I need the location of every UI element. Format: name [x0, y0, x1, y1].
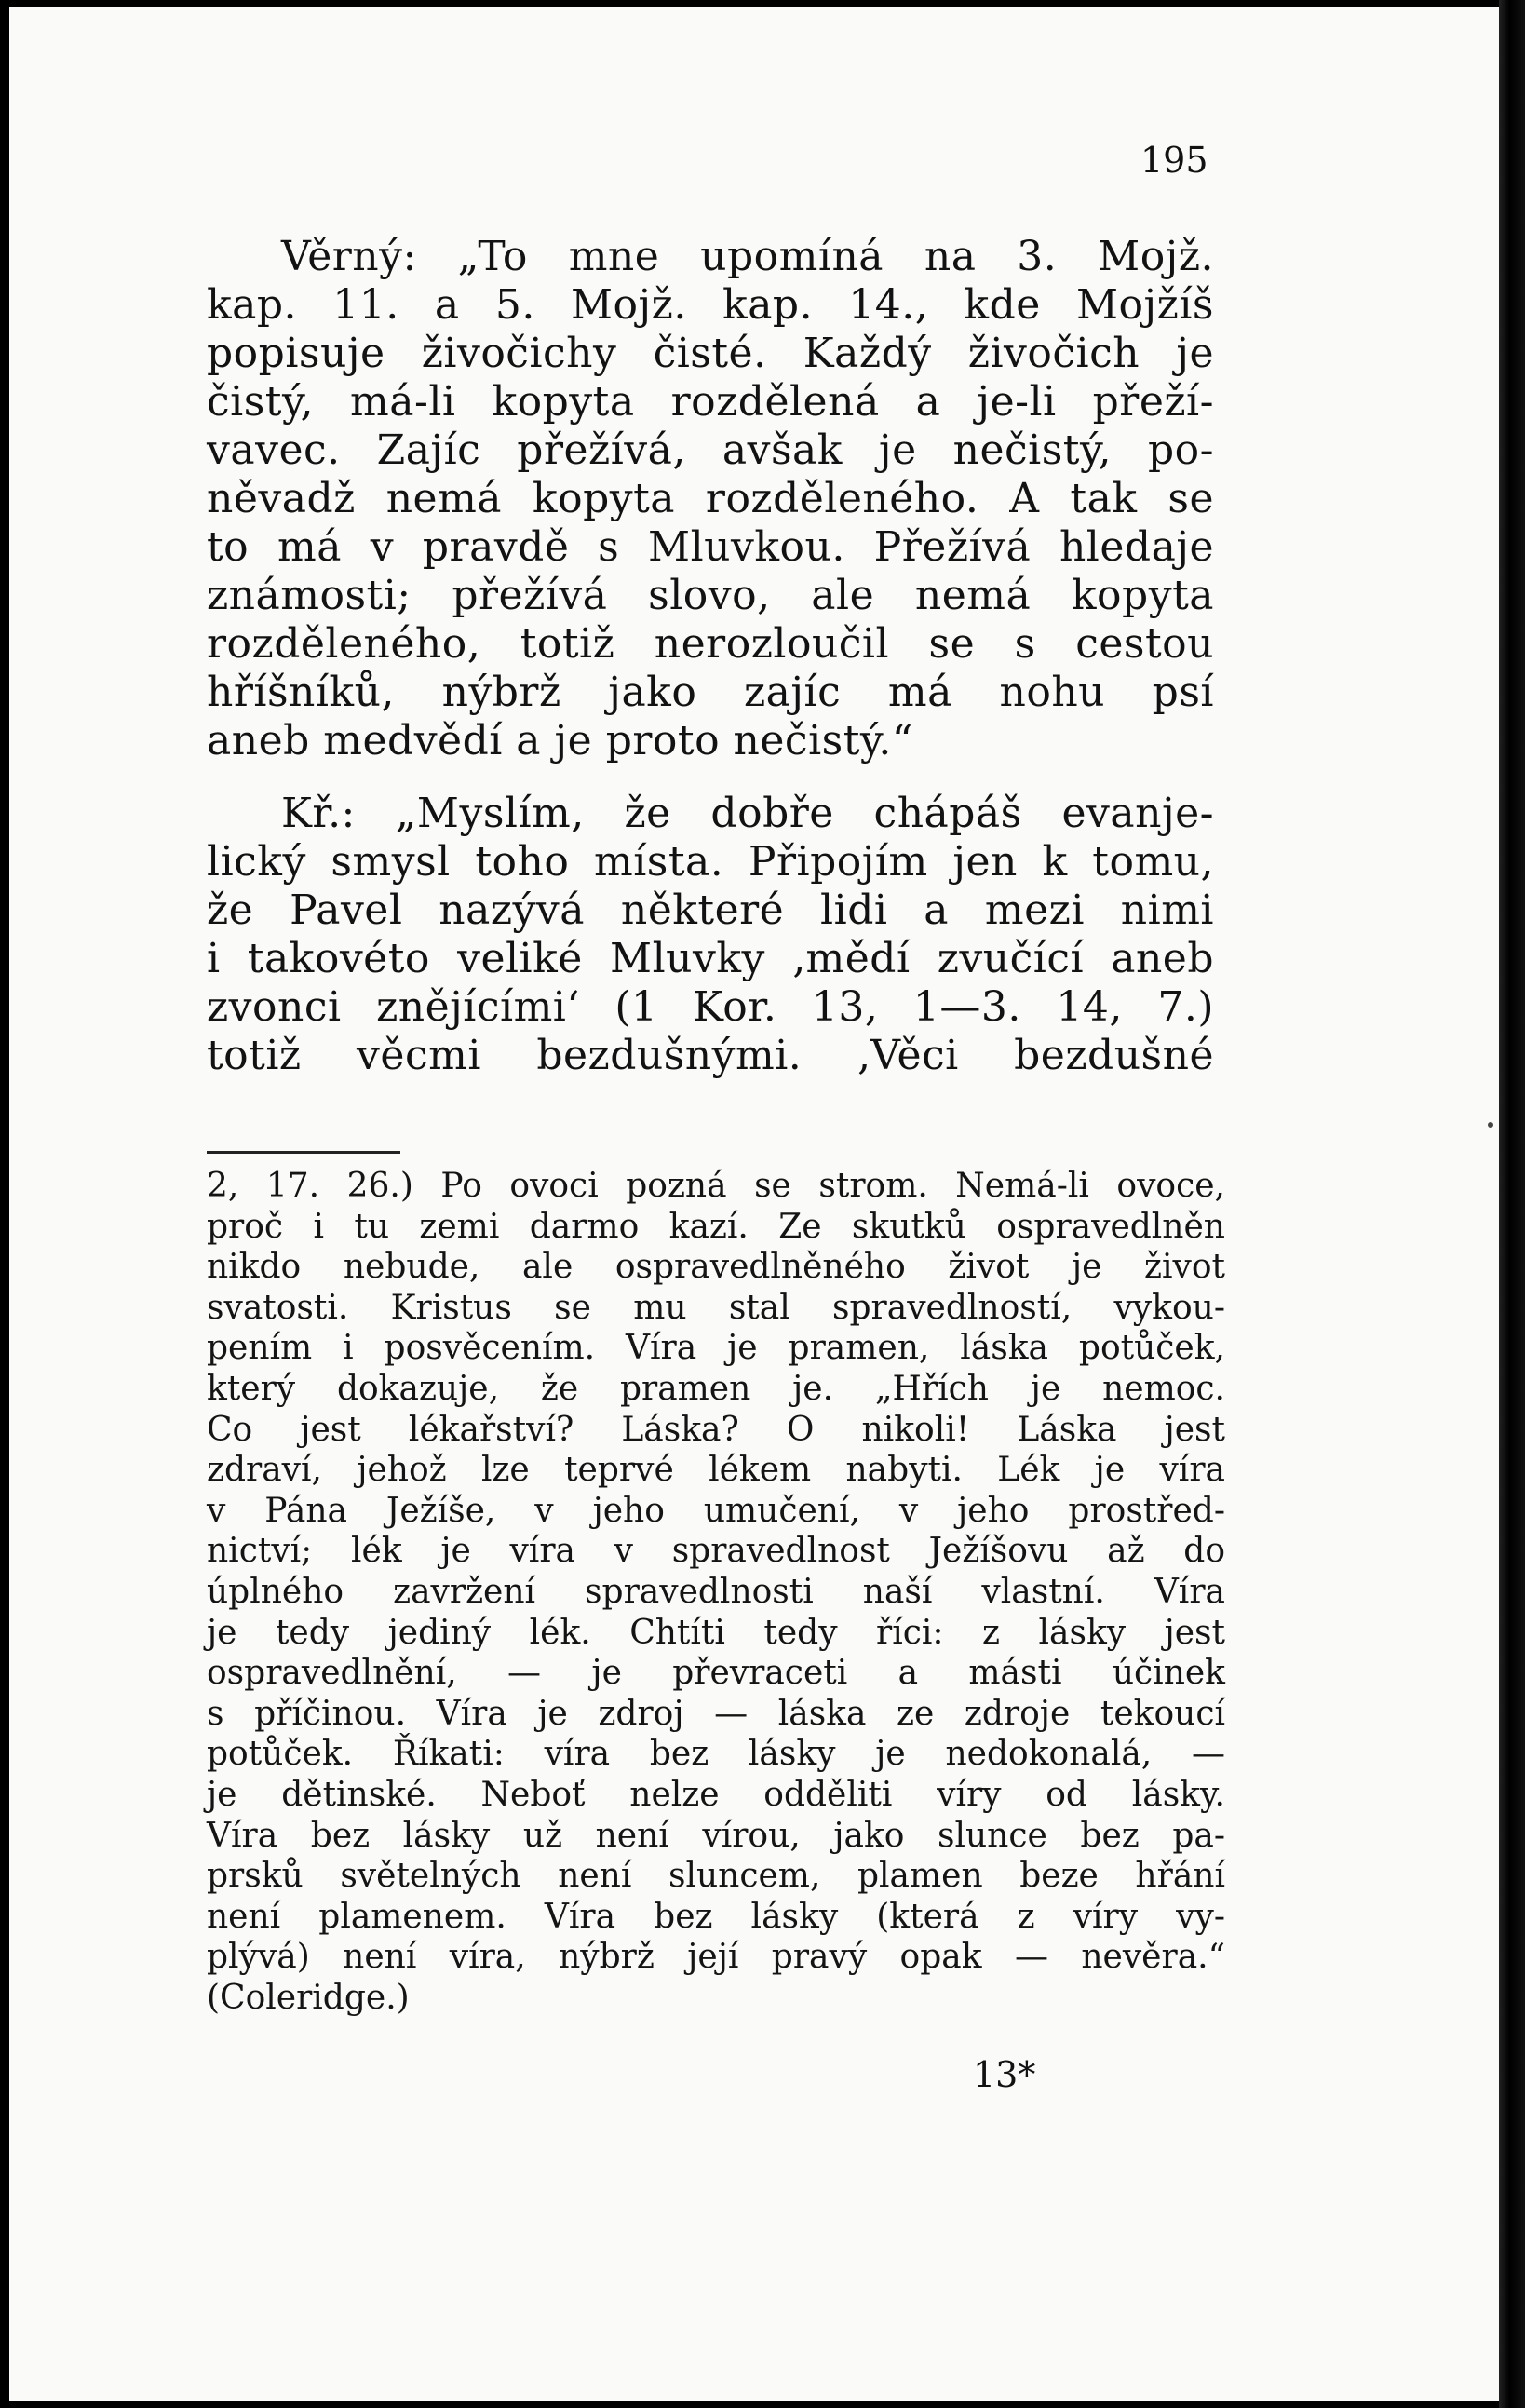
text-line: to má v pravdě s Mluvkou. Přežívá hledaje [207, 523, 1214, 571]
footnote-line: nictví; lék je víra v spravedlnost Ježíšovu až do [207, 1532, 1225, 1571]
footnote-line: nikdo nebude, ale ospravedlněného život je život [207, 1248, 1225, 1287]
footnote-line: pením i posvěcením. Víra je pramen, láska potůček, [207, 1329, 1225, 1368]
footnote-line: ospravedlnění, — je převraceti a másti účinek [207, 1654, 1225, 1693]
footnote-line: Víra bez lásky už není vírou, jako slunce bez pa- [207, 1816, 1225, 1855]
footnote-line: úplného zavržení spravedlnosti naší vlastní. Víra [207, 1572, 1225, 1611]
scan-edge [1499, 0, 1525, 2408]
footnote-line: v Pána Ježíše, v jeho umučení, v jeho prostřed- [207, 1491, 1225, 1530]
text-line: kap. 11. a 5. Mojž. kap. 14., kde Mojžíš [207, 281, 1214, 329]
text-line: aneb medvědí a je proto nečistý.“ [207, 717, 913, 764]
text-line: zvonci znějícími‘ (1 Kor. 13, 1—3. 14, 7.) [207, 983, 1214, 1031]
text-line: čistý, má-li kopyta rozdělená a je-li přeží- [207, 378, 1214, 426]
text-line: něvadž nemá kopyta rozděleného. A tak se [207, 475, 1214, 522]
text-line: totiž věcmi bezdušnými. ‚Věci bezdušné [207, 1032, 1214, 1079]
ink-speck [1488, 1122, 1493, 1128]
text-line: že Pavel nazývá některé lidi a mezi nimi [207, 886, 1214, 934]
main-text [207, 233, 1214, 1080]
footnote-line: 2, 17. 26.) Po ovoci pozná se strom. Nemá-li ovoce, [207, 1167, 1225, 1205]
footnote-line: potůček. Říkati: víra bez lásky je nedokonalá, — [207, 1735, 1225, 1774]
footnote-text [207, 1166, 1225, 2018]
text-line: lický smysl toho místa. Připojím jen k tomu, [207, 838, 1214, 886]
text-line: Kř.: „Myslím, že dobře chápáš evanje- [281, 790, 1214, 837]
text-line: i takovéto veliké Mluvky ‚mědí zvučící aneb [207, 935, 1214, 982]
footnote-line: s příčinou. Víra je zdroj — láska ze zdroje tekoucí [207, 1694, 1225, 1733]
footnote-line: (Coleridge.) [207, 1978, 410, 2017]
text-line: Věrný: „To mne upomíná na 3. Mojž. [281, 233, 1214, 280]
footnote-line: který dokazuje, že pramen je. „Hřích je nemoc. [207, 1369, 1225, 1408]
footnote-line: zdraví, jehož lze teprvé lékem nabyti. Lék je víra [207, 1451, 1225, 1490]
footnote-line: je tedy jediný lék. Chtíti tedy říci: z lásky jest [207, 1613, 1225, 1652]
footnote-line: není plamenem. Víra bez lásky (která z víry vy- [207, 1897, 1225, 1936]
footnote-line: Co jest lékařství? Láska? O nikoli! Láska jest [207, 1410, 1225, 1449]
text-line: rozděleného, totiž nerozloučil se s cestou [207, 620, 1214, 668]
text-line: známosti; přežívá slovo, ale nemá kopyta [207, 572, 1214, 619]
footnote-line: plývá) není víra, nýbrž její pravý opak — nevěra.“ [207, 1938, 1225, 1977]
text-line: vavec. Zajíc přežívá, avšak je nečistý, po- [207, 426, 1214, 474]
footnote-rule [207, 1151, 400, 1154]
footnote-line: proč i tu zemi darmo kazí. Ze skutků ospravedlněn [207, 1207, 1225, 1246]
footnote-line: je dětinské. Neboť nelze odděliti víry od lásky. [207, 1775, 1225, 1814]
text-line: hříšníků, nýbrž jako zajíc má nohu psí [207, 669, 1214, 716]
footnote-line: svatosti. Kristus se mu stal spravedlností, vykou- [207, 1288, 1225, 1327]
footnote-line: prsků světelných není sluncem, plamen beze hřání [207, 1857, 1225, 1896]
text-line: popisuje živočichy čisté. Každý živočich je [207, 330, 1214, 377]
paragraph-gap [207, 765, 1214, 790]
page-number: 195 [1140, 140, 1208, 181]
printer-signature: 13* [973, 2054, 1036, 2095]
